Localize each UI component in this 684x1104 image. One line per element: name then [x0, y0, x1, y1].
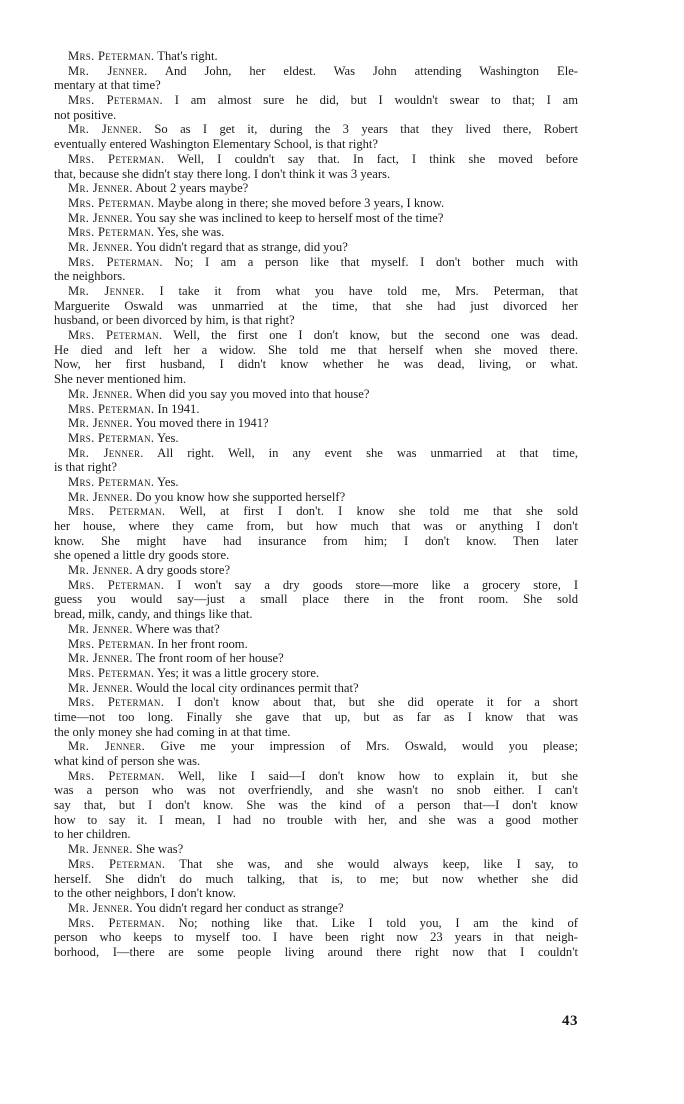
speaker-name: Mr. Jenner. [68, 563, 133, 578]
testimony-text: In her front room. [154, 636, 248, 651]
testimony-line [54, 64, 578, 79]
speaker-name: Mrs. Peterman. [68, 401, 155, 416]
testimony-text: No; I am a person like that myself. I don't bother much with [162, 254, 578, 269]
testimony-text: borhood, I—there are some people living around there right now that I couldn't [54, 944, 578, 959]
testimony-text: Well, the first one I don't know, but the second one was dead. [162, 328, 578, 343]
testimony-line [54, 299, 578, 314]
testimony-line [54, 152, 578, 167]
speaker-name: Mr. Jenner. [68, 900, 133, 915]
speaker-name: Mr. Jenner. [68, 239, 133, 254]
testimony-line [54, 269, 578, 284]
testimony-text: is that right? [54, 460, 117, 475]
testimony-text: When did you say you moved into that house? [132, 386, 370, 401]
testimony-line [54, 211, 578, 226]
speaker-name: Mr. Jenner. [68, 445, 144, 460]
speaker-name: Mr. Jenner. [68, 651, 133, 666]
speaker-name: Mr. Jenner. [68, 284, 145, 298]
testimony-text: what kind of person she was. [54, 754, 201, 768]
testimony-text: She was? [132, 842, 184, 857]
speaker-name: Mrs. Peterman. [68, 856, 166, 871]
testimony-text: not positive. [54, 107, 117, 122]
testimony-text: And John, her eldest. Was John attending Washington Ele- [147, 63, 578, 78]
testimony-text: That's right. [154, 49, 218, 63]
testimony-line [54, 122, 578, 137]
testimony-line [54, 93, 578, 108]
testimony-text: About 2 years maybe? [132, 181, 249, 196]
testimony-text: the only money she had coming in at that time. [54, 724, 291, 739]
speaker-name: Mr. Jenner. [68, 680, 133, 695]
testimony-line [54, 783, 578, 798]
testimony-text: was a person who was not overfriendly, and she wasn't no snob either. I can't [54, 783, 578, 798]
speaker-name: Mrs. Peterman. [68, 254, 163, 269]
testimony-line [54, 475, 578, 490]
testimony-line [54, 754, 578, 769]
testimony-text: guess you would say—just a small place there in the front room. She sold [54, 592, 578, 607]
testimony-line [54, 827, 578, 842]
testimony-line [54, 460, 578, 475]
testimony-line [54, 607, 578, 622]
speaker-name: Mrs. Peterman. [68, 151, 165, 166]
testimony-text: I won't say a dry goods store—more like a grocery store, I [164, 577, 578, 592]
testimony-text: I take it from what you have told me, Mrs. Peterman, that [144, 284, 578, 298]
speaker-name: Mrs. Peterman. [68, 430, 155, 445]
testimony-text: You didn't regard that as strange, did you? [132, 239, 348, 254]
testimony-line [54, 519, 578, 534]
testimony-text: husband, or been divorced by him, is that right? [54, 313, 295, 328]
testimony-text: Would the local city ordinances permit that? [132, 680, 359, 695]
testimony-page [54, 49, 578, 960]
testimony-line [54, 387, 578, 402]
testimony-text: to her children. [54, 827, 131, 842]
testimony-text: Well, I couldn't say that. In fact, I think she moved before [164, 151, 578, 166]
speaker-name: Mrs. Peterman. [68, 49, 155, 63]
testimony-line [54, 857, 578, 872]
testimony-line [54, 402, 578, 417]
testimony-line [54, 622, 578, 637]
testimony-line [54, 313, 578, 328]
testimony-text: eventually entered Washington Elementary School, is that right? [54, 137, 379, 152]
speaker-name: Mr. Jenner. [68, 122, 143, 137]
testimony-text: the neighbors. [54, 269, 126, 284]
testimony-text: Yes; it was a little grocery store. [154, 665, 320, 680]
speaker-name: Mr. Jenner. [68, 63, 148, 78]
speaker-name: Mrs. Peterman. [68, 225, 155, 240]
testimony-text: He died and left her a widow. She told me that herself when she moved there. [54, 342, 578, 357]
testimony-text: bread, milk, candy, and things like that. [54, 607, 253, 622]
speaker-name: Mrs. Peterman. [68, 504, 166, 519]
testimony-line [54, 416, 578, 431]
testimony-line [54, 916, 578, 931]
testimony-line [54, 886, 578, 901]
testimony-text: herself. She didn't do much talking, that is, to me; but now whether she did [54, 871, 578, 886]
testimony-text: So as I get it, during the 3 years that they lived there, Robert [142, 122, 578, 137]
testimony-line [54, 710, 578, 725]
testimony-line [54, 739, 578, 754]
testimony-line [54, 431, 578, 446]
testimony-text: how to say it. I mean, I had no trouble with her, and she was a good mother [54, 812, 578, 827]
testimony-line [54, 49, 578, 64]
testimony-text: A dry goods store? [132, 563, 231, 578]
speaker-name: Mr. Jenner. [68, 386, 133, 401]
testimony-text: know. She might have had insurance from him; I don't know. Then later [54, 533, 578, 548]
speaker-name: Mrs. Peterman. [68, 328, 163, 343]
testimony-line [54, 592, 578, 607]
testimony-line [54, 255, 578, 270]
testimony-text: You say she was inclined to keep to herself most of the time? [132, 210, 444, 225]
testimony-line [54, 446, 578, 461]
speaker-name: Mr. Jenner. [68, 842, 133, 857]
testimony-line [54, 798, 578, 813]
speaker-name: Mrs. Peterman. [68, 695, 165, 710]
testimony-line [54, 490, 578, 505]
testimony-line [54, 534, 578, 549]
testimony-line [54, 695, 578, 710]
testimony-text: say that, but I don't know. She was the kind of a person that—I don't know [54, 798, 578, 813]
testimony-text: I am almost sure he did, but I wouldn't swear to that; I am [162, 93, 578, 108]
testimony-text: She never mentioned him. [54, 372, 187, 387]
testimony-line [54, 945, 578, 960]
testimony-text: In 1941. [154, 401, 200, 416]
testimony-line [54, 357, 578, 372]
testimony-text: Yes, she was. [154, 225, 225, 240]
testimony-text: You didn't regard her conduct as strange? [132, 900, 344, 915]
speaker-name: Mrs. Peterman. [68, 636, 155, 651]
testimony-text: Maybe along in there; she moved before 3 years, I know. [154, 195, 445, 210]
testimony-text: to the other neighbors, I don't know. [54, 886, 236, 901]
testimony-text: Well, at first I don't. I know she told me that she sold [165, 504, 578, 519]
testimony-text: Yes. [154, 430, 179, 445]
testimony-text: mentary at that time? [54, 78, 161, 93]
testimony-text: she opened a little dry goods store. [54, 548, 230, 563]
testimony-line [54, 167, 578, 182]
testimony-line [54, 681, 578, 696]
testimony-line [54, 108, 578, 123]
testimony-text: All right. Well, in any event she was unmarried at that time, [143, 445, 578, 460]
testimony-line [54, 548, 578, 563]
testimony-text: Now, her first husband, I didn't know whether he was dead, living, or what. [54, 357, 578, 372]
testimony-line [54, 637, 578, 652]
testimony-text: I don't know about that, but she did operate it for a short [164, 695, 578, 710]
testimony-text: her house, where they came from, but how much that was or anything I don't [54, 519, 578, 533]
testimony-line [54, 666, 578, 681]
speaker-name: Mr. Jenner. [68, 489, 133, 504]
testimony-line [54, 196, 578, 211]
speaker-name: Mrs. Peterman. [68, 915, 165, 930]
speaker-name: Mrs. Peterman. [68, 474, 155, 489]
testimony-line [54, 78, 578, 93]
testimony-line [54, 842, 578, 857]
testimony-text: No; nothing like that. Like I told you, I am the kind of [164, 915, 578, 930]
speaker-name: Mr. Jenner. [68, 210, 133, 225]
testimony-line [54, 930, 578, 945]
testimony-text: Where was that? [132, 621, 220, 636]
testimony-line [54, 137, 578, 152]
testimony-text: The front room of her house? [132, 651, 284, 666]
testimony-text: Yes. [154, 474, 179, 489]
speaker-name: Mr. Jenner. [68, 621, 133, 636]
testimony-text: Do you know how she supported herself? [132, 489, 346, 504]
testimony-line [54, 284, 578, 299]
testimony-line [54, 328, 578, 343]
testimony-text: person who keeps to myself too. I have been right now 23 years in that neigh- [54, 930, 578, 945]
testimony-text: That she was, and she would always keep, like I say, to [165, 856, 578, 871]
testimony-line [54, 725, 578, 740]
testimony-text: Give me your impression of Mrs. Oswald, would you please; [145, 739, 578, 754]
testimony-line [54, 651, 578, 666]
testimony-text: Marguerite Oswald was unmarried at the time, that she had just divorced her [54, 298, 578, 313]
page-number: 43 [562, 1013, 578, 1029]
testimony-line [54, 240, 578, 255]
testimony-line [54, 901, 578, 916]
testimony-line [54, 372, 578, 387]
speaker-name: Mrs. Peterman. [68, 665, 155, 680]
testimony-line [54, 578, 578, 593]
testimony-line [54, 872, 578, 887]
testimony-text: time—not too long. Finally she gave that up, but as far as I know that was [54, 709, 578, 724]
testimony-line [54, 343, 578, 358]
speaker-name: Mr. Jenner. [68, 739, 146, 754]
testimony-line [54, 813, 578, 828]
testimony-line [54, 563, 578, 578]
speaker-name: Mrs. Peterman. [68, 577, 165, 592]
testimony-text: Well, like I said—I don't know how to explain it, but she [164, 768, 578, 783]
testimony-line [54, 769, 578, 784]
speaker-name: Mrs. Peterman. [68, 768, 165, 783]
testimony-line [54, 504, 578, 519]
speaker-name: Mr. Jenner. [68, 416, 133, 431]
testimony-text: You moved there in 1941? [132, 416, 269, 431]
testimony-line [54, 225, 578, 240]
testimony-line [54, 181, 578, 196]
testimony-text: that, because she didn't stay there long. I don't think it was 3 years. [54, 166, 391, 181]
speaker-name: Mr. Jenner. [68, 181, 133, 196]
speaker-name: Mrs. Peterman. [68, 93, 163, 108]
speaker-name: Mrs. Peterman. [68, 195, 155, 210]
